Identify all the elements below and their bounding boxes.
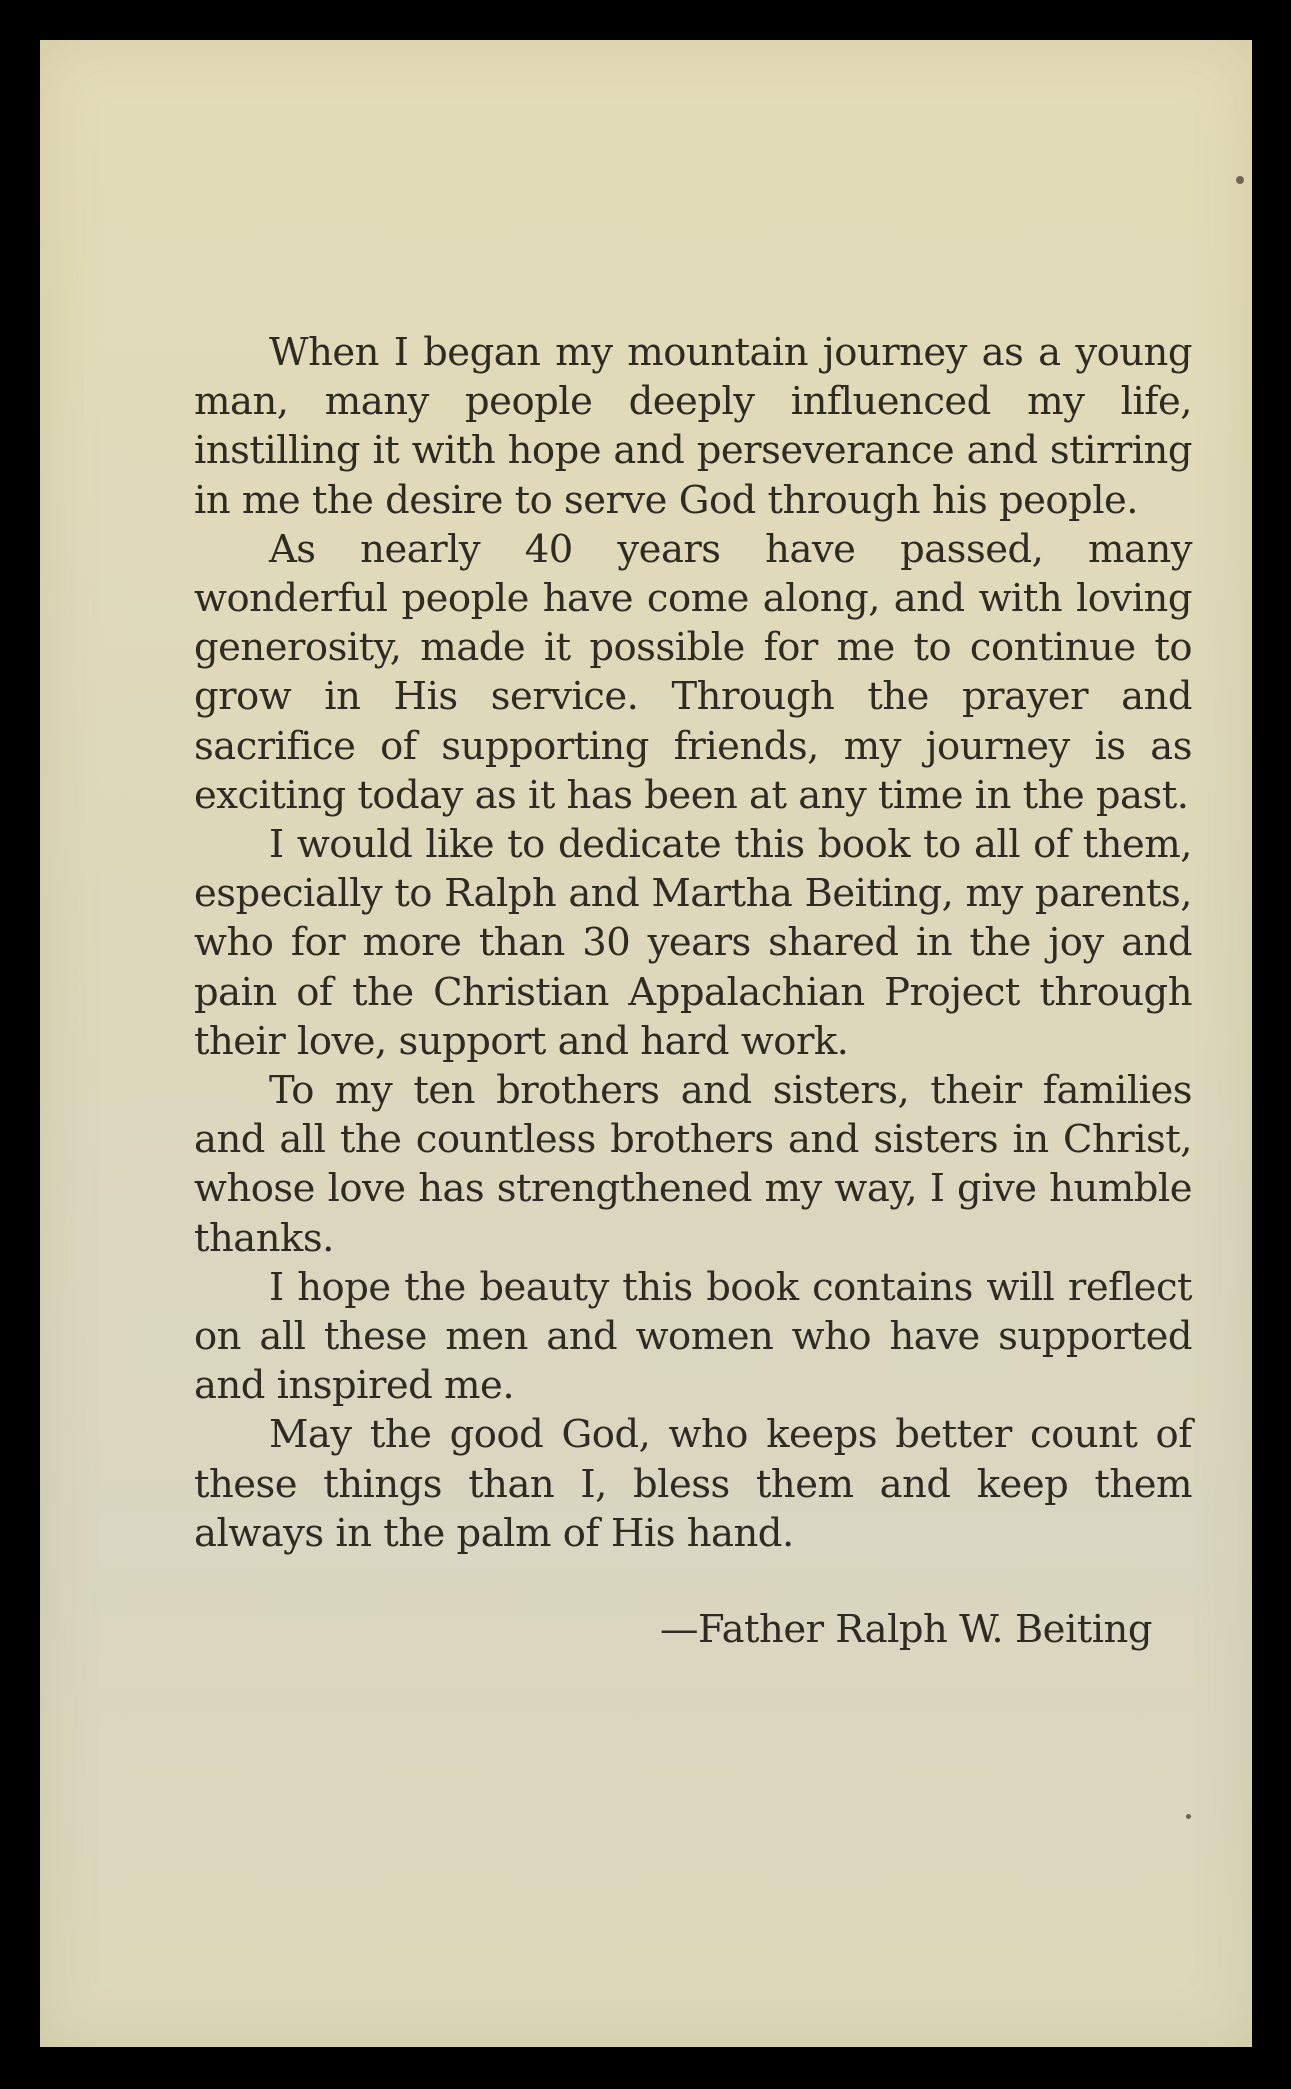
signature: —Father Ralph W. Beiting [660, 1607, 1152, 1652]
dedication-paragraph-4: To my ten brothers and sisters, their families and all the countless brothers and sisters in Christ, whose love has strengthened my way, I give humble thanks. [194, 1068, 1192, 1261]
dedication-text [194, 328, 1192, 1558]
dedication-paragraph-5: I hope the beauty this book contains will reflect on all these men and women who have supported and inspired me. [194, 1264, 1192, 1409]
dedication-paragraph-6: May the good God, who keeps better count of these things than I, bless them and keep them always in the palm of His hand. [194, 1412, 1192, 1556]
paper-speck [1236, 176, 1244, 184]
dedication-paragraph-1: When I began my mountain journey as a young man, many people deeply influenced my life, instilling it with hope and perseverance and stirring in me the desire to serve God through his people. [194, 330, 1192, 523]
dedication-paragraph-2: As nearly 40 years have passed, many wonderful people have come along, and with loving generosity, made it possible for me to continue to grow in His service. Through the prayer and sacrifice of supporting friends, my journey is as exciting today as it has been at any time in the past. [194, 526, 1192, 818]
paper-speck [1186, 1814, 1191, 1819]
dedication-paragraph-3: I would like to dedicate this book to all of them, especially to Ralph and Martha Beiting, my parents, who for more than 30 years shared in the joy and pain of the Christian Appalachian Project through their love, support and hard work. [194, 822, 1192, 1064]
book-page [40, 40, 1252, 2047]
